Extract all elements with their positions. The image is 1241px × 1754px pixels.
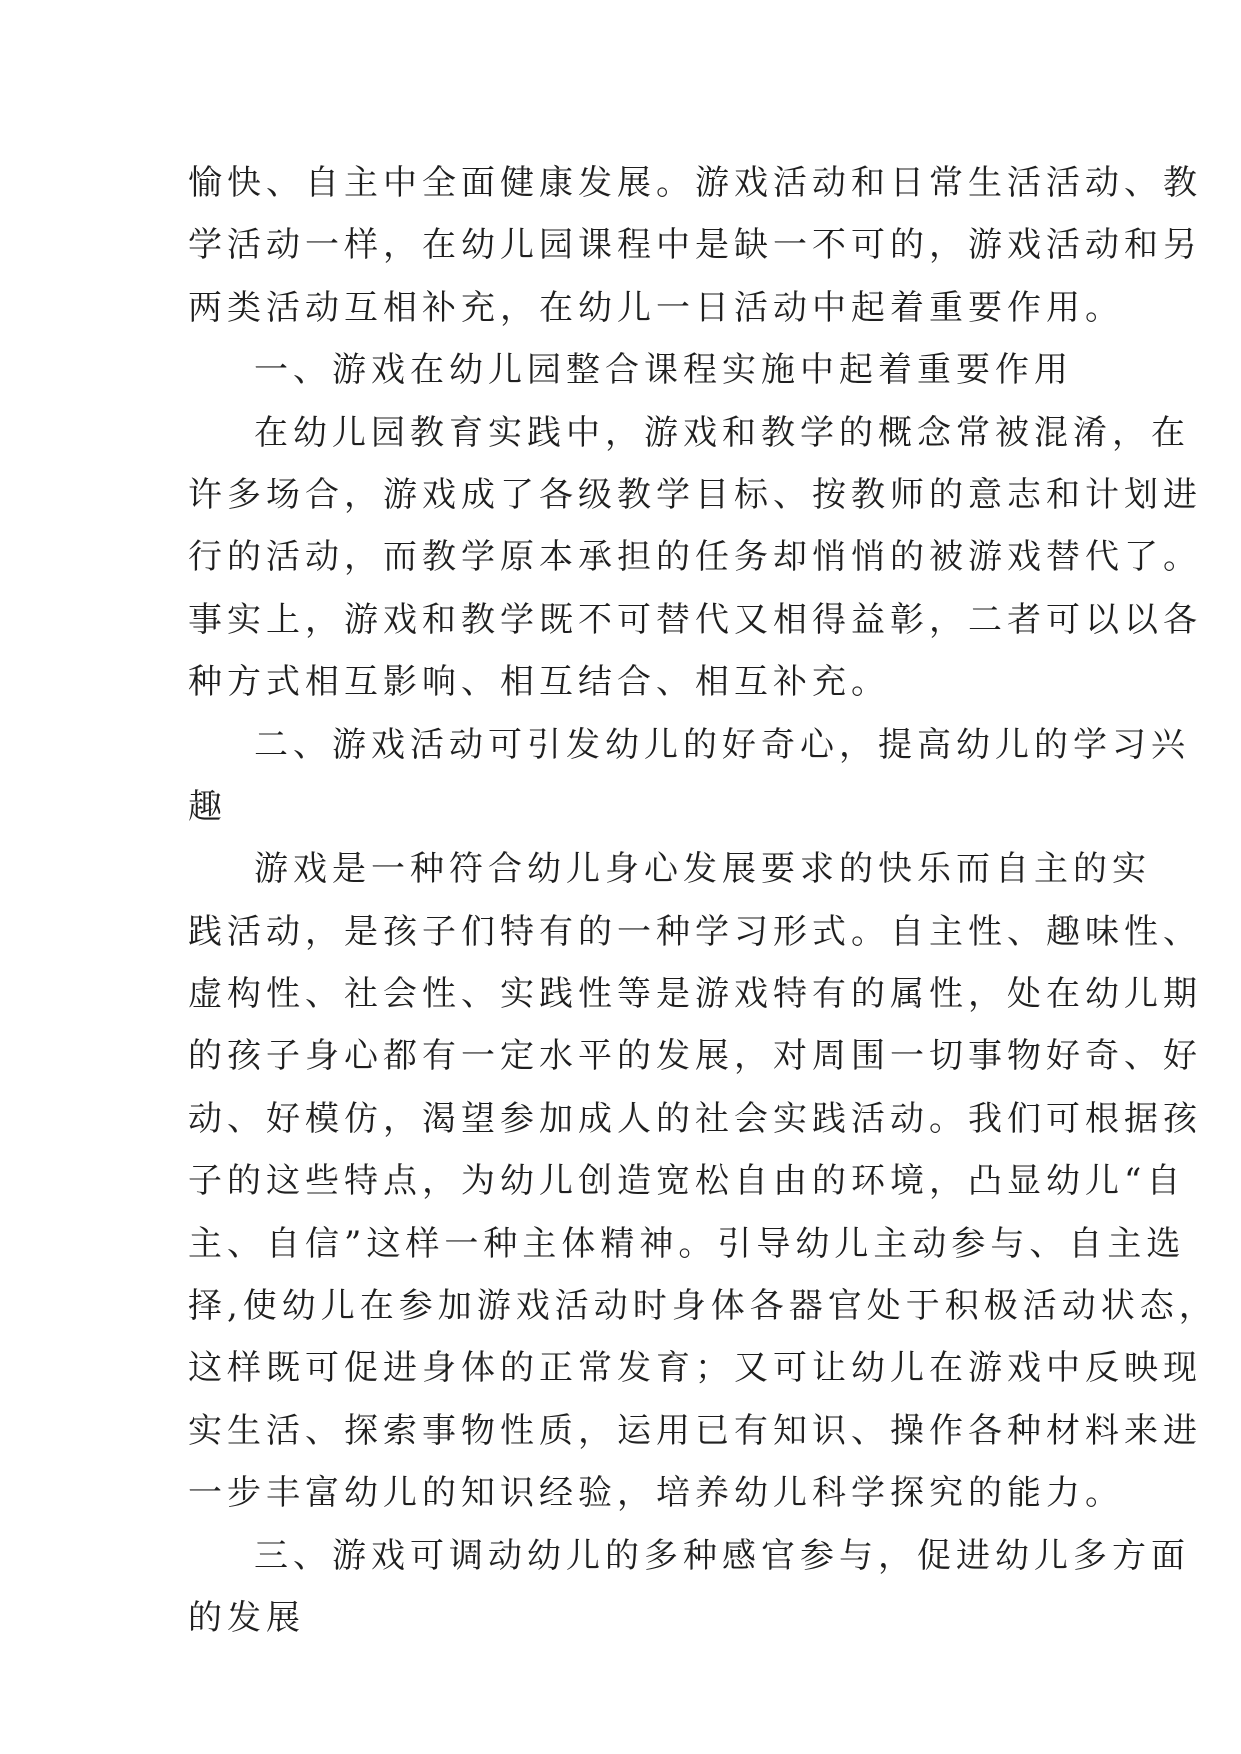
text-line: 子的这些特点，为幼儿创造宽松自由的环境，凸显幼儿“自 [188, 1161, 1186, 1202]
body-text [188, 152, 1218, 1649]
text-line: 事实上，游戏和教学既不可替代又相得益彰，二者可以以各 [188, 599, 1202, 640]
section-heading-2: 二、游戏活动可引发幼儿的好奇心，提高幼儿的学习兴 [254, 724, 1190, 765]
text-line: 践活动，是孩子们特有的一种学习形式。自主性、趣味性、 [188, 911, 1202, 952]
section-heading-3: 三、游戏可调动幼儿的多种感官参与，促进幼儿多方面 [254, 1535, 1190, 1576]
text-line: 愉快、自主中全面健康发展。游戏活动和日常生活活动、教 [188, 163, 1202, 203]
section-heading-1: 一、游戏在幼儿园整合课程实施中起着重要作用 [254, 350, 1073, 391]
text-line: 实生活、探索事物性质，运用已有知识、操作各种材料来进 [188, 1410, 1202, 1451]
text-line: 在幼儿园教育实践中，游戏和教学的概念常被混淆，在 [254, 412, 1190, 453]
text-line: 这样既可促进身体的正常发育；又可让幼儿在游戏中反映现 [188, 1348, 1202, 1389]
text-line: 两类活动互相补充，在幼儿一日活动中起着重要作用。 [188, 287, 1124, 328]
text-line: 一步丰富幼儿的知识经验，培养幼儿科学探究的能力。 [188, 1473, 1124, 1514]
text-line: 种方式相互影响、相互结合、相互补充。 [188, 662, 890, 703]
text-line: 游戏是一种符合幼儿身心发展要求的快乐而自主的实 [254, 849, 1151, 890]
text-line: 行的活动，而教学原本承担的任务却悄悄的被游戏替代了。 [188, 537, 1202, 578]
text-line: 择,使幼儿在参加游戏活动时身体各器官处于积极活动状态， [188, 1286, 1218, 1327]
text-line: 许多场合，游戏成了各级教学目标、按教师的意志和计划进 [188, 474, 1202, 515]
text-line: 主、自信”这样一种主体精神。引导幼儿主动参与、自主选 [188, 1223, 1186, 1264]
text-line: 虚构性、社会性、实践性等是游戏特有的属性，处在幼儿期 [188, 974, 1202, 1015]
section-heading-2-continued: 趣 [188, 786, 227, 827]
text-line: 动、好模仿，渴望参加成人的社会实践活动。我们可根据孩 [188, 1098, 1202, 1139]
text-line: 学活动一样，在幼儿园课程中是缺一不可的，游戏活动和另 [188, 225, 1202, 266]
section-heading-3-continued: 的发展 [188, 1597, 305, 1638]
text-line: 的孩子身心都有一定水平的发展，对周围一切事物好奇、好 [188, 1036, 1202, 1077]
